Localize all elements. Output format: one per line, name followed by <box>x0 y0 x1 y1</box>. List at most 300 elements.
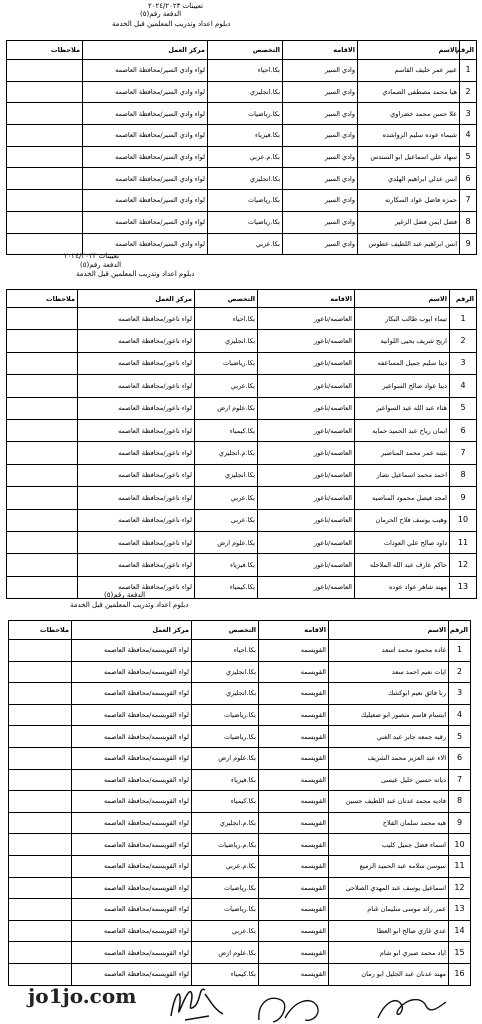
specialty: بكا.عربي <box>195 375 258 397</box>
notes <box>7 576 78 598</box>
notes <box>7 190 83 212</box>
notes <box>7 81 83 103</box>
specialty: بكا.علوم ارض <box>192 942 259 964</box>
section-2-program: دبلوم اعداد وتدريب المعلمين قبل الخدمة <box>76 270 195 278</box>
section-3-rows <box>9 640 471 986</box>
notes <box>7 211 83 233</box>
section-1-table <box>6 40 477 255</box>
notes <box>7 103 83 125</box>
residence: وادي السير <box>283 60 358 82</box>
student-name: ايات نعيم احمد سعد <box>329 661 449 683</box>
student-name: مهند عدنان عبد الجليل ابو رمان <box>329 963 449 985</box>
specialty: بكا.انجليزي <box>192 661 259 683</box>
student-name: رنا فائق نعيم ابوكشك <box>329 683 449 705</box>
row-number: 9 <box>450 487 477 509</box>
table-row <box>9 942 471 964</box>
student-name: سهاد علي اسماعيل ابو السندس <box>358 146 460 168</box>
residence: وادي السير <box>283 125 358 147</box>
workplace: لواء القويسمه/محافظة العاصمه <box>72 726 192 748</box>
row-number: 3 <box>450 352 477 374</box>
workplace: لواء القويسمه/محافظة العاصمه <box>72 963 192 985</box>
row-number: 2 <box>450 330 477 352</box>
table-row <box>9 812 471 834</box>
specialty: بكا.انجليزي <box>208 168 283 190</box>
workplace: لواء ناعور/محافظة العاصمه <box>78 397 195 419</box>
table-row <box>7 330 477 352</box>
workplace: لواء وادي السير/محافظة العاصمه <box>83 211 208 233</box>
table-row <box>7 554 477 576</box>
residence: القويسمه <box>259 769 329 791</box>
specialty: بكا.رياضيات <box>195 352 258 374</box>
table-row <box>9 899 471 921</box>
student-name: اسماء فضل جميل كليب <box>329 834 449 856</box>
table-row <box>9 791 471 813</box>
residence: العاصمه/ناعور <box>258 397 355 419</box>
row-number: 2 <box>449 661 471 683</box>
residence: القويسمه <box>259 834 329 856</box>
residence: العاصمه/ناعور <box>258 308 355 330</box>
student-name: عدي غازي صالح ابو العطا <box>329 920 449 942</box>
residence: العاصمه/ناعور <box>258 442 355 464</box>
col-header-notes: ملاحظات <box>7 290 78 308</box>
residence: العاصمه/ناعور <box>258 419 355 441</box>
specialty: بكا.علوم ارض <box>192 747 259 769</box>
residence: العاصمه/ناعور <box>258 554 355 576</box>
workplace: لواء ناعور/محافظة العاصمه <box>78 330 195 352</box>
workplace: لواء القويسمه/محافظة العاصمه <box>72 769 192 791</box>
notes <box>7 531 78 553</box>
specialty: بكا.انجليزي <box>208 81 283 103</box>
residence: القويسمه <box>259 877 329 899</box>
workplace: لواء ناعور/محافظة العاصمه <box>78 576 195 598</box>
specialty: بكا.فيزياء <box>208 125 283 147</box>
table-row <box>7 576 477 598</box>
row-number: 16 <box>449 963 471 985</box>
table-row <box>9 747 471 769</box>
student-name: اسماعيل يوسف عبد المهدي الصلاحي <box>329 877 449 899</box>
student-name: فاديه محمد عدنان عبد اللطيف حسين <box>329 791 449 813</box>
residence: القويسمه <box>259 855 329 877</box>
notes <box>7 308 78 330</box>
row-number: 11 <box>449 855 471 877</box>
section-3-program: دبلوم اعداد وتدريب المعلمين قبل الخدمة <box>70 601 189 609</box>
student-name: سوسن سلامه عبد الحميد الزميع <box>329 855 449 877</box>
row-number: 15 <box>449 942 471 964</box>
residence: القويسمه <box>259 942 329 964</box>
table-row <box>7 487 477 509</box>
specialty: بكا.رياضيات <box>208 103 283 125</box>
workplace: لواء القويسمه/محافظة العاصمه <box>72 640 192 662</box>
specialty: بكا.رياضيات <box>192 704 259 726</box>
workplace: لواء وادي السير/محافظة العاصمه <box>83 233 208 255</box>
residence: وادي السير <box>283 103 358 125</box>
table-row <box>9 920 471 942</box>
student-name: اياد محمد صبري ابو شام <box>329 942 449 964</box>
table-row <box>9 963 471 985</box>
table-header-row <box>7 290 477 308</box>
notes <box>7 60 83 82</box>
workplace: لواء القويسمه/محافظة العاصمه <box>72 683 192 705</box>
student-name: تيماء ايوب طالب البكار <box>355 308 450 330</box>
row-number: 4 <box>450 375 477 397</box>
student-name: حاكم عارف عبد الله الملاحله <box>355 554 450 576</box>
row-number: 10 <box>449 834 471 856</box>
table-row <box>7 531 477 553</box>
residence: العاصمه/ناعور <box>258 487 355 509</box>
workplace: لواء ناعور/محافظة العاصمه <box>78 509 195 531</box>
notes <box>9 834 72 856</box>
row-number: 12 <box>450 554 477 576</box>
notes <box>9 747 72 769</box>
table-row <box>7 397 477 419</box>
section-1-batch: الدفعة رقم(٥) <box>140 10 182 18</box>
student-name: هبه محمد سلمان الفلاح <box>329 812 449 834</box>
residence: العاصمه/ناعور <box>258 531 355 553</box>
student-name: الاء عبد العزيز محمد الشريف <box>329 747 449 769</box>
col-header-number: الرقم <box>449 621 471 640</box>
row-number: 12 <box>449 877 471 899</box>
notes <box>7 330 78 352</box>
table-row <box>7 168 477 190</box>
row-number: 6 <box>450 419 477 441</box>
student-name: انس ابراهيم عبد اللطيف عطوس <box>358 233 460 255</box>
table-row <box>7 308 477 330</box>
notes <box>7 509 78 531</box>
workplace: لواء القويسمه/محافظة العاصمه <box>72 942 192 964</box>
notes <box>9 855 72 877</box>
row-number: 3 <box>449 683 471 705</box>
residence: القويسمه <box>259 812 329 834</box>
table-row <box>9 834 471 856</box>
notes <box>9 812 72 834</box>
workplace: لواء ناعور/محافظة العاصمه <box>78 352 195 374</box>
student-name: حمزه فاضل عواد السكارنه <box>358 190 460 212</box>
signature-2 <box>255 990 335 1024</box>
student-name: هيا محمد مصطفى الصمادي <box>358 81 460 103</box>
student-name: احمد محمد اسماعيل نصار <box>355 464 450 486</box>
notes <box>9 726 72 748</box>
specialty: بكا.انجليزي <box>195 464 258 486</box>
workplace: لواء القويسمه/محافظة العاصمه <box>72 855 192 877</box>
workplace: لواء القويسمه/محافظة العاصمه <box>72 704 192 726</box>
col-header-number: الرقم <box>450 290 477 308</box>
table-row <box>9 877 471 899</box>
residence: وادي السير <box>283 146 358 168</box>
specialty: بكا.كيمياء <box>192 791 259 813</box>
specialty: بكا.كيمياء <box>195 419 258 441</box>
notes <box>9 791 72 813</box>
student-name: عبير عمر خليف القاسم <box>358 60 460 82</box>
table-row <box>7 211 477 233</box>
section-2-rows <box>7 308 477 599</box>
table-row <box>7 352 477 374</box>
row-number: 3 <box>460 103 477 125</box>
residence: وادي السير <box>283 190 358 212</box>
residence: القويسمه <box>259 683 329 705</box>
student-name: رقيه جمعه جابر عبد الغني <box>329 726 449 748</box>
residence: العاصمه/ناعور <box>258 352 355 374</box>
notes <box>7 487 78 509</box>
student-name: دينا سليم جميل المساعفه <box>355 352 450 374</box>
notes <box>7 375 78 397</box>
workplace: لواء ناعور/محافظة العاصمه <box>78 442 195 464</box>
table-row <box>7 125 477 147</box>
workplace: لواء القويسمه/محافظة العاصمه <box>72 812 192 834</box>
student-name: ديانه حسين خليل عيسى <box>329 769 449 791</box>
notes <box>7 168 83 190</box>
notes <box>7 464 78 486</box>
student-name: داود صالح علي العودات <box>355 531 450 553</box>
table-row <box>9 640 471 662</box>
row-number: 11 <box>450 531 477 553</box>
workplace: لواء ناعور/محافظة العاصمه <box>78 308 195 330</box>
section-1-rows <box>7 60 477 255</box>
residence: العاصمه/ناعور <box>258 464 355 486</box>
col-header-specialty: التخصص <box>192 621 259 640</box>
watermark-logo: jo1jo.com <box>28 984 137 1008</box>
row-number: 7 <box>460 190 477 212</box>
workplace: لواء ناعور/محافظة العاصمه <box>78 554 195 576</box>
residence: القويسمه <box>259 747 329 769</box>
col-header-name: الاسم <box>329 621 449 640</box>
workplace: لواء ناعور/محافظة العاصمه <box>78 464 195 486</box>
workplace: لواء القويسمه/محافظة العاصمه <box>72 747 192 769</box>
residence: القويسمه <box>259 726 329 748</box>
section-2-year: تعيينات ٢٠٢٤/٢٠٢٣ <box>64 252 120 260</box>
row-number: 6 <box>449 747 471 769</box>
notes <box>9 963 72 985</box>
row-number: 9 <box>449 812 471 834</box>
col-header-name: الاسم <box>358 41 460 60</box>
specialty: بكا.علوم ارض <box>195 397 258 419</box>
table-row <box>7 442 477 464</box>
workplace: لواء وادي السير/محافظة العاصمه <box>83 60 208 82</box>
residence: العاصمه/ناعور <box>258 576 355 598</box>
specialty: بكا.فيزياء <box>192 769 259 791</box>
notes <box>9 899 72 921</box>
residence: القويسمه <box>259 963 329 985</box>
specialty: بكا.كيمياء <box>195 576 258 598</box>
workplace: لواء وادي السير/محافظة العاصمه <box>83 146 208 168</box>
workplace: لواء وادي السير/محافظة العاصمه <box>83 125 208 147</box>
notes <box>9 661 72 683</box>
row-number: 1 <box>450 308 477 330</box>
row-number: 14 <box>449 920 471 942</box>
student-name: شيماء عوده سليم الرواشده <box>358 125 460 147</box>
notes <box>7 397 78 419</box>
residence: القويسمه <box>259 704 329 726</box>
row-number: 5 <box>450 397 477 419</box>
table-row <box>7 146 477 168</box>
specialty: بكا.م.عربي <box>208 146 283 168</box>
row-number: 1 <box>460 60 477 82</box>
table-row <box>7 60 477 82</box>
residence: القويسمه <box>259 899 329 921</box>
row-number: 6 <box>460 168 477 190</box>
specialty: بكا.رياضيات <box>192 899 259 921</box>
row-number: 13 <box>449 899 471 921</box>
row-number: 4 <box>460 125 477 147</box>
col-header-residence: الاقامه <box>259 621 329 640</box>
col-header-workplace: مركز العمل <box>83 41 208 60</box>
section-1-program: دبلوم اعداد وتدريب المعلمين قبل الخدمة <box>112 20 231 28</box>
specialty: بكا.رياضيات <box>208 211 283 233</box>
table-row <box>9 683 471 705</box>
row-number: 13 <box>450 576 477 598</box>
table-row <box>9 704 471 726</box>
workplace: لواء وادي السير/محافظة العاصمه <box>83 81 208 103</box>
specialty: بكا.احياء <box>192 640 259 662</box>
workplace: لواء القويسمه/محافظة العاصمه <box>72 791 192 813</box>
student-name: وهيب يوسف فلاح الحرمان <box>355 509 450 531</box>
specialty: بكا.رياضيات <box>192 726 259 748</box>
residence: وادي السير <box>283 211 358 233</box>
col-header-notes: ملاحظات <box>9 621 72 640</box>
col-header-specialty: التخصص <box>195 290 258 308</box>
col-header-name: الاسم <box>355 290 450 308</box>
section-3-table <box>8 620 471 986</box>
table-row <box>9 855 471 877</box>
specialty: بكا.احياء <box>208 60 283 82</box>
student-name: اريج شريف يحيى اللوانيه <box>355 330 450 352</box>
specialty: بكا.عربي <box>208 233 283 255</box>
workplace: لواء ناعور/محافظة العاصمه <box>78 487 195 509</box>
row-number: 9 <box>460 233 477 255</box>
notes <box>9 704 72 726</box>
notes <box>9 640 72 662</box>
specialty: بكا.انجليزي <box>195 330 258 352</box>
row-number: 1 <box>449 640 471 662</box>
row-number: 7 <box>449 769 471 791</box>
table-row <box>7 375 477 397</box>
notes <box>7 352 78 374</box>
student-name: ابتسام قاسم منصور ابو صعيليك <box>329 704 449 726</box>
workplace: لواء ناعور/محافظة العاصمه <box>78 419 195 441</box>
table-row <box>9 769 471 791</box>
residence: العاصمه/ناعور <box>258 375 355 397</box>
table-header-row <box>9 621 471 640</box>
specialty: بكا.احياء <box>195 308 258 330</box>
col-header-residence: الاقامه <box>283 41 358 60</box>
specialty: بكا.م.رياضيات <box>192 834 259 856</box>
row-number: 4 <box>449 704 471 726</box>
workplace: لواء القويسمه/محافظة العاصمه <box>72 661 192 683</box>
row-number: 8 <box>449 791 471 813</box>
table-row <box>7 464 477 486</box>
student-name: علا حسن محمد خضراوي <box>358 103 460 125</box>
student-name: هناء عبد الله عيد السواعير <box>355 397 450 419</box>
col-header-workplace: مركز العمل <box>78 290 195 308</box>
residence: القويسمه <box>259 661 329 683</box>
residence: وادي السير <box>283 81 358 103</box>
table-row <box>7 509 477 531</box>
specialty: بكا.عربي <box>192 920 259 942</box>
notes <box>9 877 72 899</box>
row-number: 7 <box>450 442 477 464</box>
workplace: لواء القويسمه/محافظة العاصمه <box>72 834 192 856</box>
workplace: لواء ناعور/محافظة العاصمه <box>78 375 195 397</box>
table-row <box>9 661 471 683</box>
workplace: لواء القويسمه/محافظة العاصمه <box>72 920 192 942</box>
col-header-number: الرقم <box>460 41 477 60</box>
row-number: 8 <box>460 211 477 233</box>
notes <box>9 683 72 705</box>
notes <box>7 442 78 464</box>
table-row <box>7 190 477 212</box>
table-header-row <box>7 41 477 60</box>
student-name: امجد فيصل محمود المناصيه <box>355 487 450 509</box>
workplace: لواء ناعور/محافظة العاصمه <box>78 531 195 553</box>
residence: القويسمه <box>259 791 329 813</box>
student-name: غاده محمود محمد اسعد <box>329 640 449 662</box>
notes <box>7 146 83 168</box>
residence: العاصمه/ناعور <box>258 330 355 352</box>
student-name: بثينه عمر محمد المناصير <box>355 442 450 464</box>
col-header-specialty: التخصص <box>208 41 283 60</box>
signature-3 <box>372 988 452 1024</box>
student-name: عمر رائد موسى سليمان غنام <box>329 899 449 921</box>
notes <box>9 942 72 964</box>
specialty: بكا.انجليزي <box>192 683 259 705</box>
student-name: انس عدلي ابراهيم الهلدي <box>358 168 460 190</box>
specialty: بكا.م.انجليزي <box>192 812 259 834</box>
specialty: بكا.م.عربي <box>192 855 259 877</box>
specialty: بكا.عربي <box>195 509 258 531</box>
specialty: بكا.رياضيات <box>192 877 259 899</box>
specialty: بكا.علوم ارض <box>195 531 258 553</box>
signature-1 <box>165 980 235 1024</box>
student-name: دينا عواد صالح السواعير <box>355 375 450 397</box>
workplace: لواء وادي السير/محافظة العاصمه <box>83 190 208 212</box>
residence: العاصمه/ناعور <box>258 509 355 531</box>
specialty: بكا.فيزياء <box>195 554 258 576</box>
workplace: لواء وادي السير/محافظة العاصمه <box>83 168 208 190</box>
notes <box>7 419 78 441</box>
section-3-batch: الدفعة رقم(٥) <box>104 591 146 599</box>
section-2-batch: الدفعة رقم(٥) <box>80 261 122 269</box>
col-header-residence: الاقامه <box>258 290 355 308</box>
col-header-notes: ملاحظات <box>7 41 83 60</box>
specialty: بكا.عربي <box>195 487 258 509</box>
residence: القويسمه <box>259 920 329 942</box>
col-header-workplace: مركز العمل <box>72 621 192 640</box>
section-1-year: تعيينات ٢٠٢٤/٢٠٢٣ <box>148 2 204 10</box>
residence: القويسمه <box>259 640 329 662</box>
notes <box>9 769 72 791</box>
specialty: بكا.كيمياء <box>192 963 259 985</box>
specialty: بكا.رياضيات <box>208 190 283 212</box>
workplace: لواء القويسمه/محافظة العاصمه <box>72 877 192 899</box>
row-number: 5 <box>449 726 471 748</box>
student-name: مهند شاهر عواد عوده <box>355 576 450 598</box>
notes <box>7 125 83 147</box>
table-row <box>7 419 477 441</box>
workplace: لواء وادي السير/محافظة العاصمه <box>83 103 208 125</box>
workplace: لواء القويسمه/محافظة العاصمه <box>72 899 192 921</box>
row-number: 5 <box>460 146 477 168</box>
table-row <box>9 726 471 748</box>
specialty: بكا.م.انجليزي <box>195 442 258 464</box>
row-number: 10 <box>450 509 477 531</box>
notes <box>9 920 72 942</box>
table-row <box>7 81 477 103</box>
residence: وادي السير <box>283 233 358 255</box>
student-name: فضل ايمن فضل الزغير <box>358 211 460 233</box>
notes <box>7 554 78 576</box>
section-2-table <box>6 289 477 599</box>
residence: وادي السير <box>283 168 358 190</box>
row-number: 2 <box>460 81 477 103</box>
